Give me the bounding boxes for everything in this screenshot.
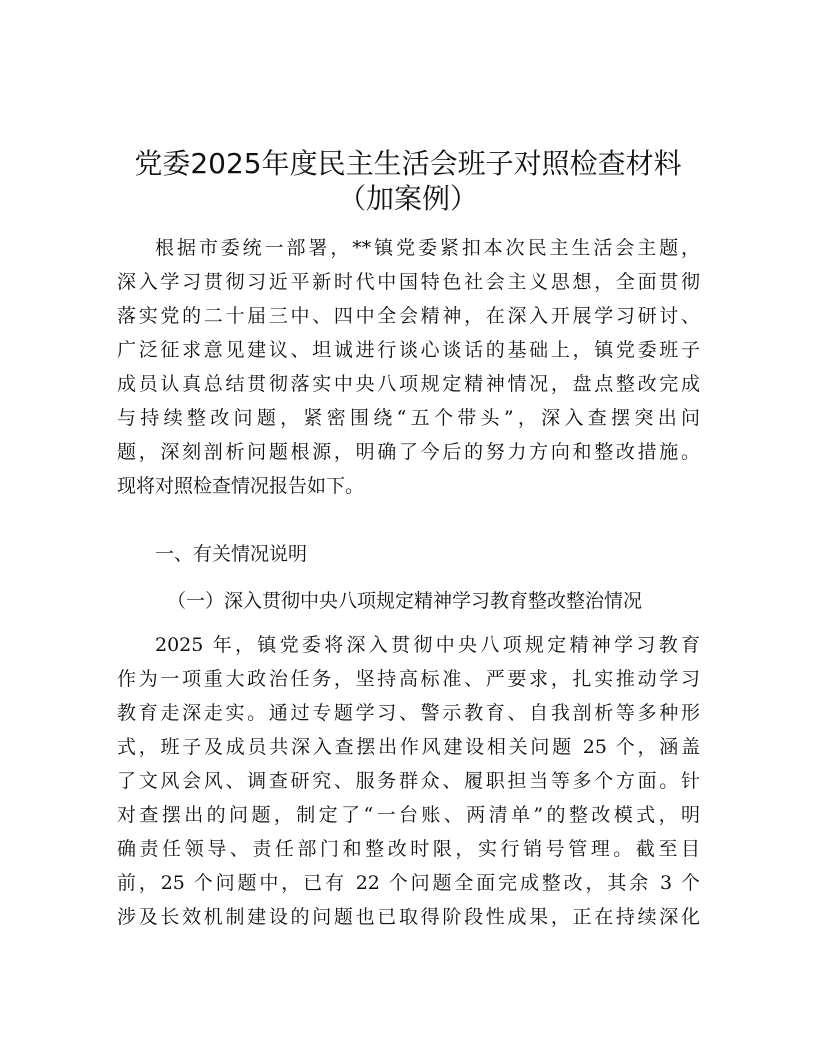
text-line: 与持续整改问题，紧密围绕“五个带头”，深入查摆突出问: [117, 407, 700, 429]
text-line: 深入学习贯彻习近平新时代中国特色社会主义思想，全面贯彻: [117, 271, 700, 293]
subsection-heading: （一）深入贯彻中央八项规定精神学习教育整改整治情况: [167, 590, 643, 612]
text-line: 了文风会风、调查研究、服务群众、履职担当等多个方面。针: [117, 770, 700, 792]
text-line: 成员认真总结贯彻落实中央八项规定精神情况，盘点整改完成: [117, 373, 700, 395]
text-line: 广泛征求意见建议、坦诚进行谈心谈话的基础上，镇党委班子: [117, 339, 700, 361]
text-line: 涉及长效机制建设的问题也已取得阶段性成果，正在持续深化: [117, 906, 700, 928]
text-line: 作为一项重大政治任务，坚持高标准、严要求，扎实推动学习: [117, 668, 700, 690]
text-line: 2025 年，镇党委将深入贯彻中央八项规定精神学习教育: [155, 634, 700, 656]
text-line: 教育走深走实。通过专题学习、警示教育、自我剖析等多种形: [117, 702, 700, 724]
text-line: 确责任领导、责任部门和整改时限，实行销号管理。截至目: [117, 838, 700, 860]
document-subtitle: （加案例）: [337, 182, 478, 215]
text-line: 对查摆出的问题，制定了“一台账、两清单”的整改模式，明: [117, 804, 700, 826]
text-line: 题，深刻剖析问题根源，明确了今后的努力方向和整改措施。: [117, 441, 700, 463]
intro-paragraph: [117, 231, 700, 503]
text-line: 现将对照检查情况报告如下。: [117, 475, 365, 497]
document-title: 党委2025年度民主生活会班子对照检查材料: [134, 147, 682, 180]
text-line: 前，25 个问题中，已有 22 个问题全面完成整改，其余 3 个: [117, 872, 700, 894]
text-line: 落实党的二十届三中、四中全会精神，在深入开展学习研讨、: [117, 305, 700, 327]
body-paragraph: [117, 628, 700, 934]
section-heading: 一、有关情况说明: [155, 543, 308, 565]
text-line: 根据市委统一部署，**镇党委紧扣本次民主生活会主题，: [155, 237, 700, 259]
text-line: 式，班子及成员共深入查摆出作风建设相关问题 25 个，涵盖: [117, 736, 700, 758]
